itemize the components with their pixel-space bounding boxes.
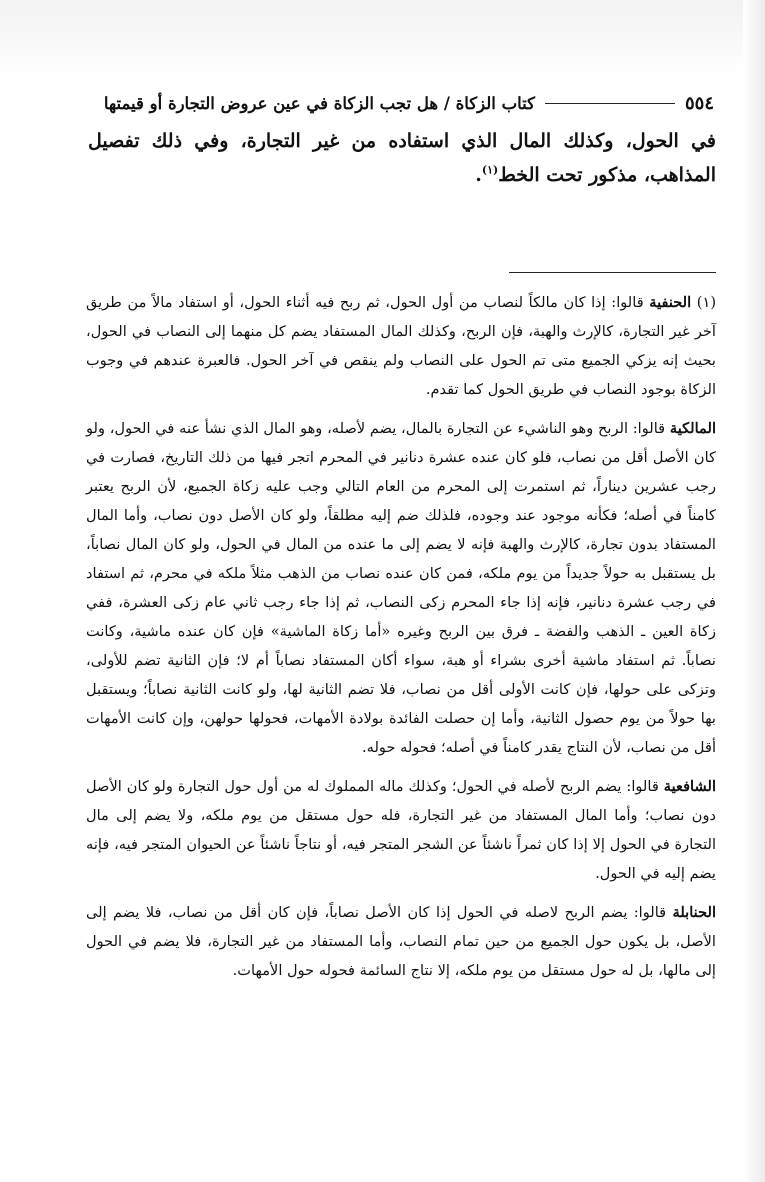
main-text-end: .: [475, 164, 482, 186]
page-header: [88, 88, 714, 118]
scan-shadow-top: [0, 0, 765, 78]
school-name-shafii: الشافعية: [663, 778, 717, 795]
footnote-reference: (١): [481, 163, 499, 177]
footnote-hanafi: [86, 288, 716, 404]
footnote-text-hanafi: قالوا: إذا كان مالكاً لنصاب من أول الحول، ثم ربح فيه أثناء الحول، أو استفاد مالاً من طريق آخر غير التجارة، كالإرث والهبة، فإن الربح، وكذلك المال المستفاد يضم كل منهما إلى النصاب في الحول، بحيث إنه يزكي الجميع متى تم الحول على النصاب ولم ينقص في آخر الحول. فالعبرة عندهم في وجوب الزكاة بوجود النصاب في طريق الحول كما تقدم.: [86, 294, 716, 398]
footnote-hanbali: [86, 898, 716, 985]
school-name-hanafi: الحنفية: [649, 294, 692, 311]
running-title: كتاب الزكاة / هل تجب الزكاة في عين عروض التجارة أو قيمتها: [103, 93, 535, 113]
footnote-maliki: [86, 414, 716, 762]
footnote-number: (١): [696, 294, 717, 311]
footnote-text-hanbali: قالوا: يضم الربح لاصله في الحول إذا كان الأصل نصاباً، فإن كان أقل من نصاب، فلا يضم إلى الأصل، بل يكون حول الجميع من حين تمام النصاب، وأما المستفاد من غير التجارة، فلا يضم في الحول إلى مالها، بل له حول مستقل من يوم ملكه، إلا نتاج السائمة فحوله حول الأمهات.: [86, 904, 716, 979]
scan-shadow-right: [743, 0, 765, 1182]
main-text: [88, 124, 716, 192]
footnote-shafii: [86, 772, 716, 888]
header-rule: [545, 103, 675, 104]
page-number: ٥٥٤: [684, 92, 714, 114]
school-name-maliki: المالكية: [669, 420, 716, 437]
main-text-body: في الحول، وكذلك المال الذي استفاده من غير التجارة، وفي ذلك تفصيل المذاهب، مذكور تحت الخط: [88, 130, 716, 186]
footnote-separator: [509, 272, 716, 273]
footnote-text-shafii: قالوا: يضم الربح لأصله في الحول؛ وكذلك ماله المملوك له من أول حول التجارة ولو كان الأصل دون نصاب؛ وأما المال المستفاد من غير التجارة، فله حول مستقل من يوم ملكه، ولا يضم إلى مال التجارة في الحول إلا إذا كان ثمراً ناشئاً عن الشجر المتجر فيه، أو نتاجاً ناشئاً عن الحيوان المتجر فيه، فإنه يضم إليه في الحول.: [86, 778, 716, 882]
footnotes: [86, 288, 716, 995]
footnote-text-maliki: قالوا: الربح وهو الناشيء عن التجارة بالمال، يضم لأصله، وهو المال الذي نشأ عنه في الحول، ولو كان الأصل أقل من نصاب، فلو كان عنده عشرة دنانير في المحرم اتجر فيها من ذلك التاريخ، فصارت في رجب عشرين ديناراً، ثم استمرت إلى المحرم من العام التالي وجب عليه زكاة الجميع، لأن الربح يعتبر كامناً في أصله؛ فكأنه موجود عند وجوده، فلذلك ضم إليه مطلقاً، ولو كان الأصل دون نصاب، وأما المال المستفاد بدون تجارة، كالإرث والهبة فإنه لا يضم إلى ما عنده من المال في الحول، ولو كان المال نصاباً، بل يستقبل به حولاً جديداً من يوم ملكه، فمن كان عنده نصاب من الذهب مثلاً ملكه في محرم، ثم استفاد في رجب عشرة دنانير، فإنه إذا جاء المحرم زكى النصاب، ثم إذا جاء رجب ثاني عام زكى العشرة، ففي زكاة العين ـ الذهب والفضة ـ فرق بين الربح وغيره «أما زكاة الماشية» فإن كان عنده ماشية، وكانت نصاباً. ثم استفاد ماشية أخرى بشراء أو هبة، سواء أكان المستفاد نصاباً أم لا؛ فإن الثانية تضم للأولى، وتزكى على حولها، فإن كانت الأولى أقل من نصاب، فلا تضم الثانية لها، ولو كانت الثانية نصاباً؛ ويستقبل بها حولاً من يوم حصول الثانية، وأما إن حصلت الفائدة بولادة الأمهات، فحولها حولهن، وإن كانت الأمهات أقل من نصاب، لأن النتاج يقدر كامناً في أصله؛ فحوله حوله.: [86, 420, 716, 756]
school-name-hanbali: الحنابلة: [672, 904, 717, 921]
